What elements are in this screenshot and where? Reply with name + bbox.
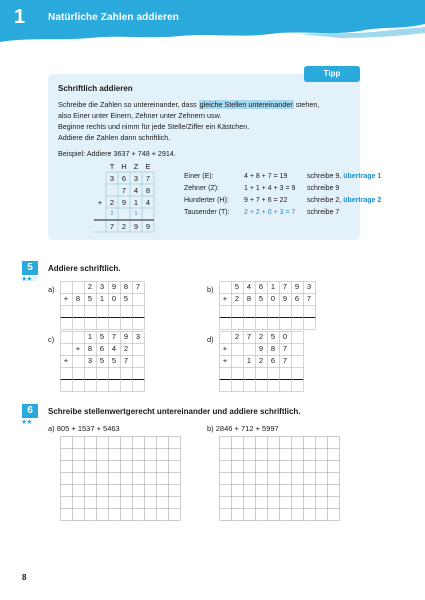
step-einer-carry: übertrage 1 xyxy=(343,173,382,180)
table-digit: 4 xyxy=(145,198,151,207)
exercise-5-number: 5 xyxy=(22,261,38,275)
grid-digit: 6 xyxy=(294,294,300,303)
step-einer-result xyxy=(307,173,381,180)
chapter-title: Natürliche Zahlen addieren xyxy=(48,12,179,23)
grid-digit: 4 xyxy=(246,282,252,291)
plus-sign: + xyxy=(222,294,228,303)
grid-digit: 2 xyxy=(234,332,240,341)
carry-digit: 2 xyxy=(110,211,114,217)
grid-digit: 7 xyxy=(282,344,288,353)
step-einer-label: Einer (E): xyxy=(184,173,214,180)
plus-sign: + xyxy=(222,344,228,353)
grid-digit: 1 xyxy=(270,282,276,291)
grid-digit: 5 xyxy=(111,356,117,365)
grid-digit: 7 xyxy=(135,282,141,291)
grid-digit: 6 xyxy=(258,282,264,291)
grid-digit: 7 xyxy=(306,294,312,303)
tip-example: Beispiel: Addiere 3637 + 748 + 2914. xyxy=(58,149,176,158)
grid-digit: 5 xyxy=(234,282,240,291)
grid-digit: 0 xyxy=(111,294,117,303)
grid-digit: 2 xyxy=(87,282,93,291)
table-digit: 4 xyxy=(133,186,139,195)
exercise-6-number: 6 xyxy=(22,404,38,418)
grid-digit: 7 xyxy=(282,282,288,291)
grid-digit: 9 xyxy=(282,294,288,303)
grid-digit: 9 xyxy=(294,282,300,291)
step-einer-calc: 4 + 8 + 7 = 19 xyxy=(244,173,288,180)
grid-digit: 2 xyxy=(123,344,129,353)
grid-digit: 3 xyxy=(87,356,93,365)
task-6a-label: a) 805 + 1537 + 5463 xyxy=(48,424,120,433)
grid-digit: 8 xyxy=(270,344,276,353)
carry-digit: 1 xyxy=(134,211,138,217)
exercise-6-difficulty-stars: ★★ xyxy=(21,419,32,426)
grid-digit: 2 xyxy=(258,356,264,365)
tip-heading: Schriftlich addieren xyxy=(58,84,133,93)
grid-digit: 5 xyxy=(99,332,105,341)
grid-digit: 8 xyxy=(123,282,129,291)
step-tausender xyxy=(184,209,230,216)
grid-digit: 1 xyxy=(246,356,252,365)
table-digit: 6 xyxy=(121,174,127,183)
result-digit: 2 xyxy=(121,222,127,231)
step-zehner xyxy=(184,185,219,192)
grid-digit: 0 xyxy=(270,294,276,303)
grid-digit: 9 xyxy=(258,344,264,353)
table-digit: 1 xyxy=(133,198,139,207)
step-zehner-calc: 1 + 1 + 4 + 3 = 9 xyxy=(244,185,296,192)
grid-digit: 5 xyxy=(87,294,93,303)
table-digit: 3 xyxy=(109,174,115,183)
step-zehner-result xyxy=(307,185,339,192)
page-number: 8 xyxy=(22,573,27,582)
step-einer xyxy=(184,173,214,180)
grid-digit: 7 xyxy=(111,332,117,341)
result-digit: 7 xyxy=(109,222,115,231)
grid-digit: 5 xyxy=(99,356,105,365)
grid-digit: 8 xyxy=(75,294,81,303)
tip-line-4: Addiere die Zahlen dann schriftlich. xyxy=(58,133,171,142)
grid-digit: 3 xyxy=(135,332,141,341)
step-hunderter-write: schreibe 2, xyxy=(307,197,344,204)
grid-digit: 2 xyxy=(234,294,240,303)
task-6a-grid[interactable] xyxy=(60,436,184,530)
exercise-5-difficulty-stars: ★★☆ xyxy=(21,276,37,283)
task-5d-label: d) xyxy=(207,335,214,344)
grid-digit: 7 xyxy=(282,356,288,365)
place-header-H: H xyxy=(121,162,127,171)
step-tausender-label: Tausender (T): xyxy=(184,209,230,216)
step-tausender-write: schreibe 7 xyxy=(307,209,340,216)
place-header-T: T xyxy=(109,162,115,171)
plus-sign: + xyxy=(75,344,81,353)
task-5b-label: b) xyxy=(207,285,214,294)
result-digit: 9 xyxy=(145,222,151,231)
task-6b-label: b) 2846 + 712 + 5997 xyxy=(207,424,279,433)
grid-digit: 9 xyxy=(111,282,117,291)
grid-digit: 5 xyxy=(270,332,276,341)
table-digit: 3 xyxy=(133,174,139,183)
plus-sign: + xyxy=(63,356,69,365)
table-digit: 2 xyxy=(109,198,115,207)
plus-sign: + xyxy=(63,294,69,303)
table-digit: 8 xyxy=(145,186,151,195)
step-tausender-calc: 2 + 2 + 0 + 3 = 7 xyxy=(244,209,296,216)
grid-digit: 7 xyxy=(123,356,129,365)
place-header-E: E xyxy=(145,162,151,171)
tip-line-3: Beginne rechts und nimm für jede Stelle/Ziffer ein Kästchen. xyxy=(58,122,250,131)
grid-digit: 6 xyxy=(270,356,276,365)
step-tausender-result xyxy=(307,209,339,216)
tip-line-1-start: Schreibe die Zahlen so untereinander, dass xyxy=(58,100,199,109)
step-zehner-label: Zehner (Z): xyxy=(184,185,220,192)
grid-digit: 1 xyxy=(99,294,105,303)
chapter-number: 1 xyxy=(14,6,26,28)
grid-digit: 8 xyxy=(87,344,93,353)
step-einer-write: schreibe 9, xyxy=(307,173,344,180)
tip-line-1-end: stehen, xyxy=(293,100,320,109)
chapter-banner xyxy=(0,0,425,44)
grid-digit: 5 xyxy=(123,294,129,303)
grid-digit: 1 xyxy=(87,332,93,341)
task-5c-label: c) xyxy=(48,335,55,344)
place-header-Z: Z xyxy=(133,162,139,171)
step-zehner-write: schreibe 9 xyxy=(307,185,340,192)
tip-tab: Tipp xyxy=(304,66,360,82)
table-digit: 9 xyxy=(121,198,127,207)
grid-digit: 4 xyxy=(111,344,117,353)
exercise-6-title: Schreibe stellenwertgerecht untereinander und addiere schriftlich. xyxy=(48,407,301,416)
exercise-5-title: Addiere schriftlich. xyxy=(48,264,121,273)
result-digit: 9 xyxy=(133,222,139,231)
grid-digit: 3 xyxy=(306,282,312,291)
tip-box xyxy=(48,69,382,240)
grid-digit: 9 xyxy=(123,332,129,341)
step-hunderter-carry: übertrage 2 xyxy=(343,197,382,204)
plus-sign: + xyxy=(222,356,228,365)
table-digit: 7 xyxy=(121,186,127,195)
step-hunderter-calc: 9 + 7 + 6 = 22 xyxy=(244,197,288,204)
task-5a-label: a) xyxy=(48,285,55,294)
grid-digit: 6 xyxy=(99,344,105,353)
table-digit: 7 xyxy=(145,174,151,183)
grid-digit: 7 xyxy=(246,332,252,341)
grid-digit: 5 xyxy=(258,294,264,303)
grid-digit: 3 xyxy=(99,282,105,291)
step-hunderter-label: Hunderter (H): xyxy=(184,197,229,204)
step-hunderter xyxy=(184,197,229,204)
grid-digit: 2 xyxy=(258,332,264,341)
grid-digit: 0 xyxy=(282,332,288,341)
tip-line-2: also Einer unter Einern, Zehner unter Zehnern usw. xyxy=(58,111,222,120)
tip-highlight: gleiche Stellen untereinander xyxy=(199,100,293,109)
step-hunderter-result xyxy=(307,197,381,204)
grid-digit: 8 xyxy=(246,294,252,303)
tip-line-1 xyxy=(58,100,319,109)
plus-sign: + xyxy=(97,198,103,207)
task-6b-grid[interactable] xyxy=(219,436,343,530)
